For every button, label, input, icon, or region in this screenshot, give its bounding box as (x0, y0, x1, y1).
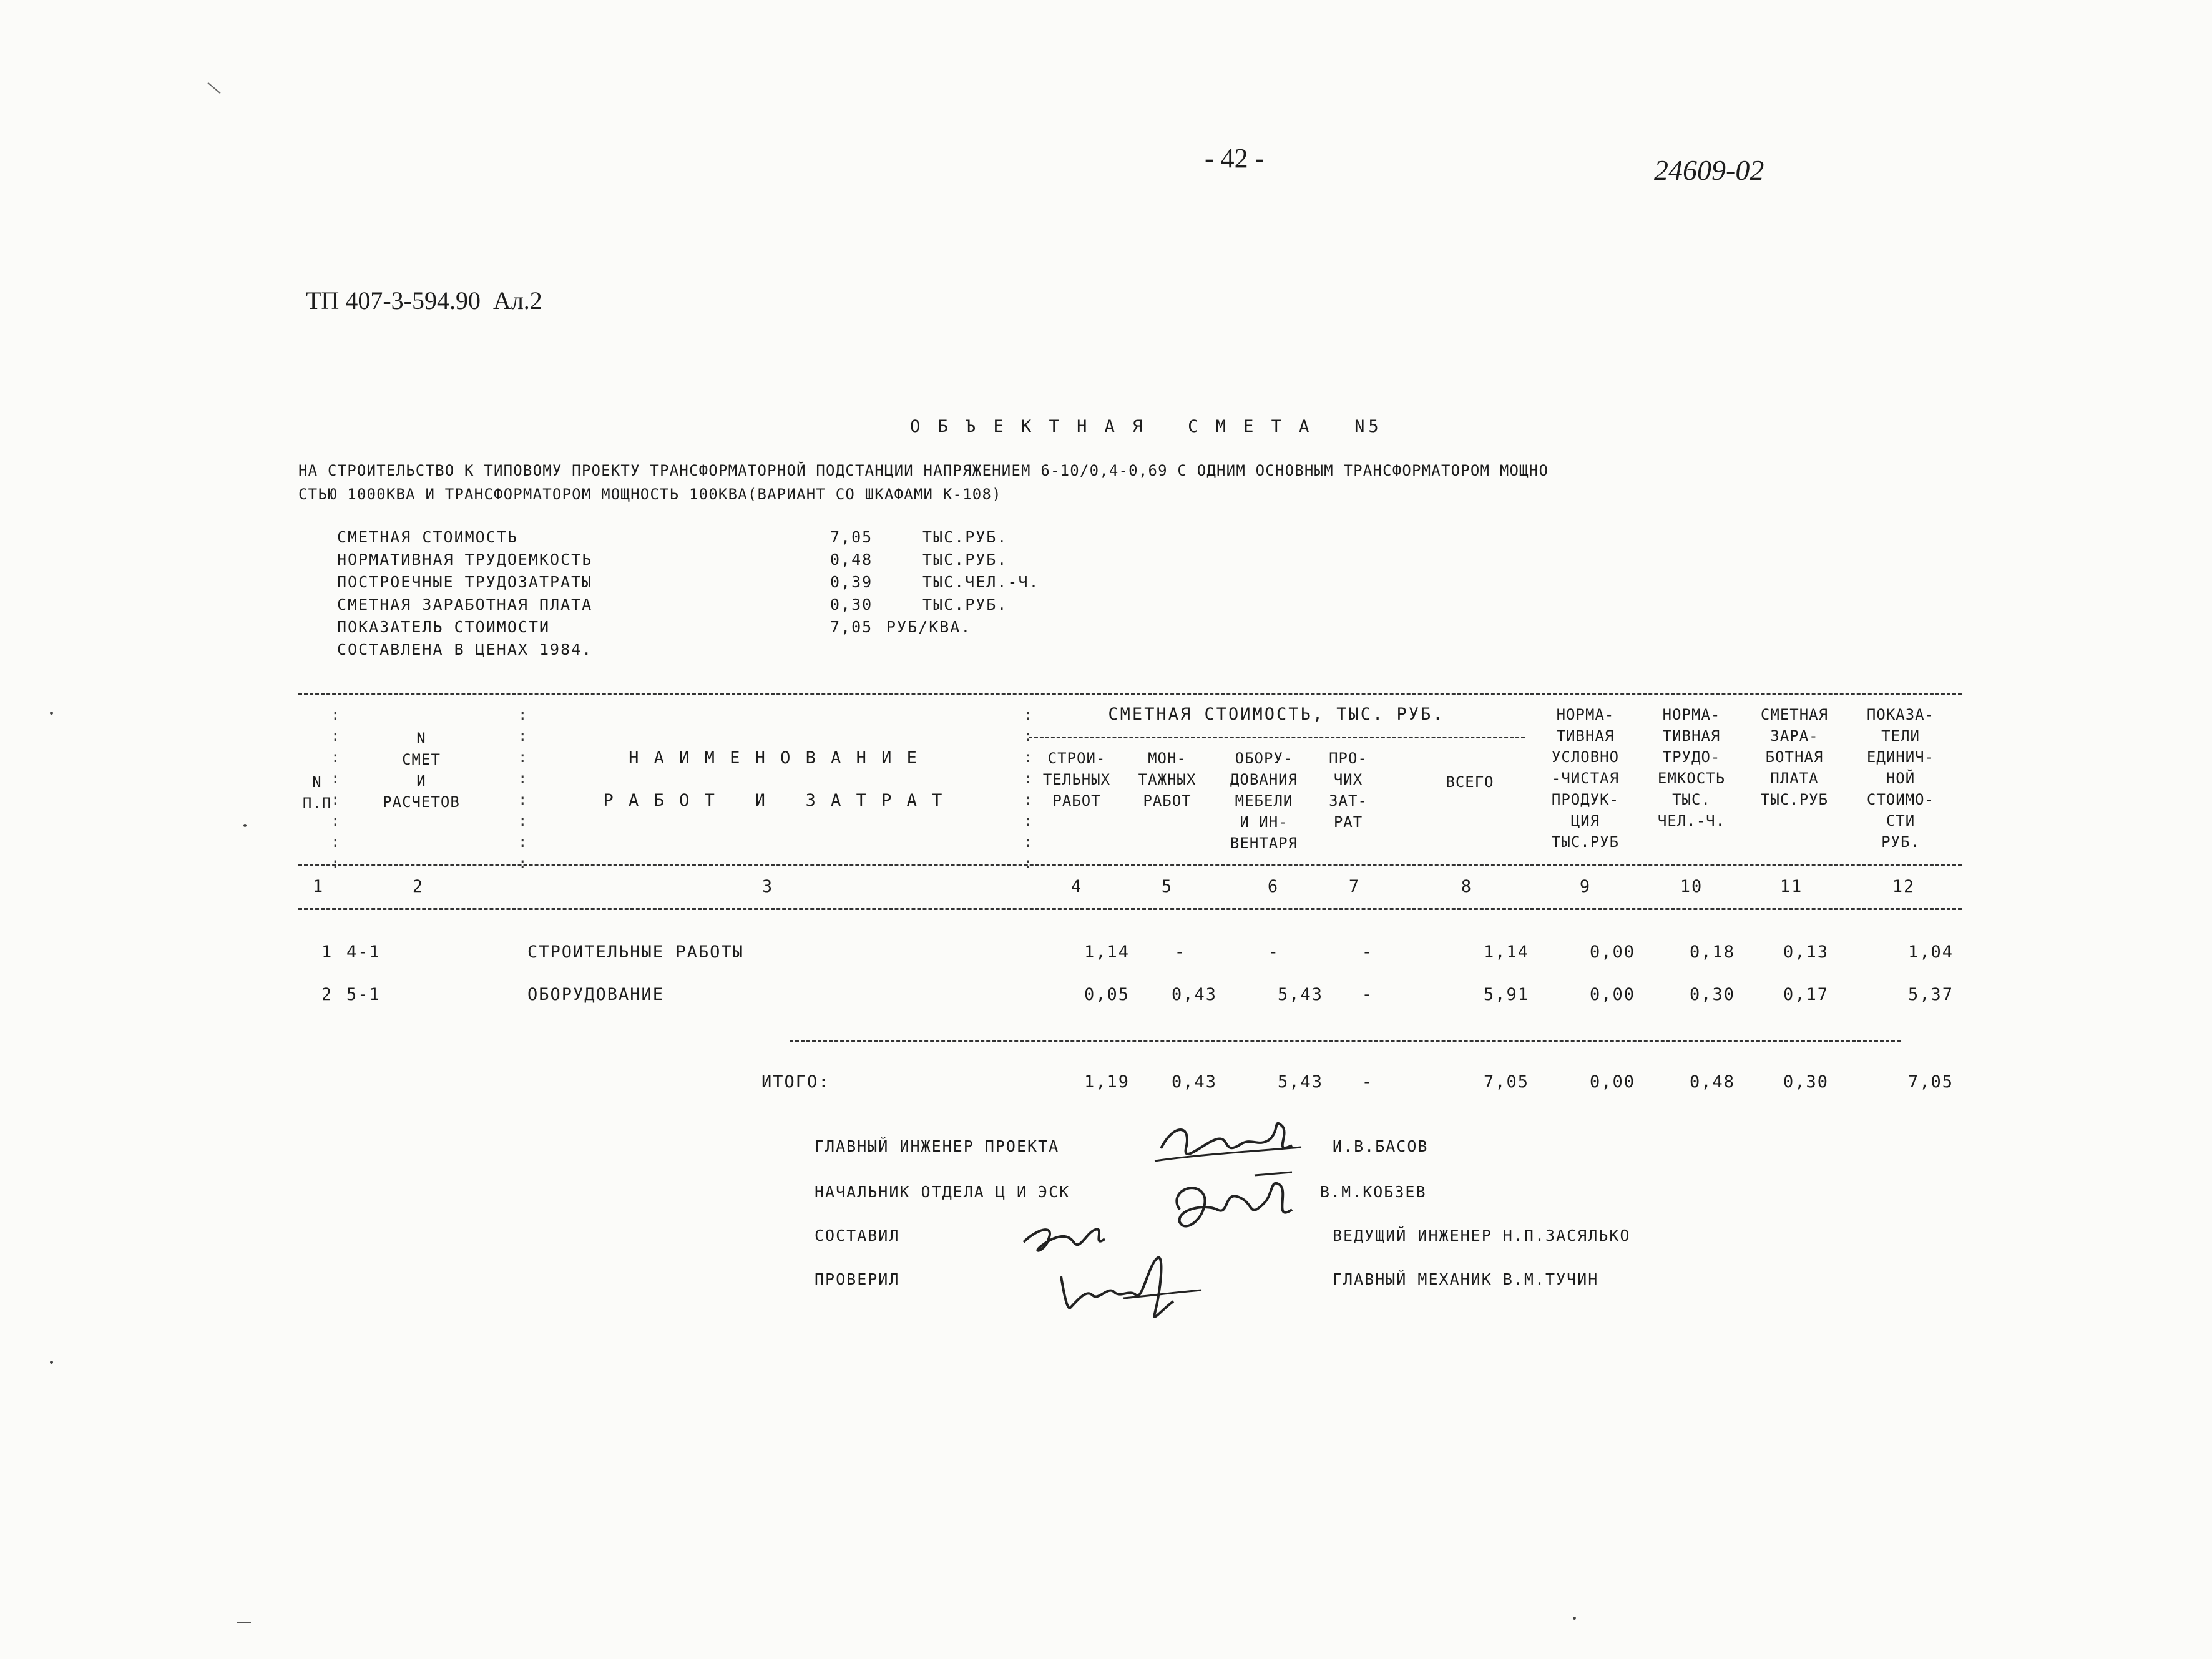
row-net-production: 0,00 (1589, 942, 1635, 962)
col-number: 11 (1779, 877, 1803, 896)
col-header-10: НОРМА- ТИВНАЯ ТРУДО- ЕМКОСТЬ ТЫС. ЧЕЛ.-Ч. (1657, 706, 1726, 830)
row-construction-cost: 0,05 (1084, 985, 1130, 1004)
col-header-5: МОН- ТАЖНЫХ РАБОТ (1138, 750, 1197, 810)
header-separators: : : : : : : : : (518, 706, 529, 872)
summary-label: ПОКАЗАТЕЛЬ СТОИМОСТИ (337, 618, 551, 636)
summary-label: СМЕТНАЯ ЗАРАБОТНАЯ ПЛАТА (337, 595, 593, 614)
scan-mark (50, 1361, 53, 1364)
table-top-rule (298, 693, 1962, 695)
signature-role: ПРОВЕРИЛ (815, 1270, 900, 1288)
scan-mark (207, 82, 220, 94)
row-equipment-cost: - (1268, 942, 1280, 962)
signature-name: И.В.БАСОВ (1333, 1137, 1429, 1155)
row-equipment-cost: 5,43 (1277, 985, 1323, 1004)
summary-value: 0,39 (830, 573, 873, 591)
total-cost: 7,05 (1483, 1072, 1529, 1092)
total-installation-cost: 0,43 (1171, 1072, 1217, 1092)
col-number: 9 (1579, 877, 1592, 896)
album-reference: ТП 407-3-594.90 Ал.2 (306, 286, 542, 315)
header-separators: : : : : : : : : (331, 706, 341, 872)
total-separator-rule (790, 1040, 1901, 1042)
col-header-6: ОБОРУ- ДОВАНИЯ МЕБЕЛИ И ИН- ВЕНТАРЯ (1230, 750, 1298, 852)
summary-value: 0,48 (830, 551, 873, 569)
header-bottom-rule (298, 864, 1962, 866)
row-total-cost: 1,14 (1483, 942, 1529, 962)
summary-value: 7,05 (830, 528, 873, 546)
col-number: 6 (1267, 877, 1280, 896)
summary-unit: ТЫС.РУБ. (922, 551, 1008, 569)
col-header-7: ПРО- ЧИХ ЗАТ- РАТ (1329, 750, 1368, 831)
col-number: 5 (1161, 877, 1173, 896)
col-number: 10 (1680, 877, 1703, 896)
header-separators: : : : : : : : : (1024, 706, 1034, 872)
summary-label: СМЕТНАЯ СТОИМОСТЬ (337, 528, 518, 546)
col-number: 1 (312, 877, 325, 896)
col-header-4: СТРОИ- ТЕЛЬНЫХ РАБОТ (1042, 750, 1111, 810)
estimate-description-line1: НА СТРОИТЕЛЬСТВО К ТИПОВОМУ ПРОЕКТУ ТРАНСФОРМАТОРНОЙ ПОДСТАНЦИИ НАПРЯЖЕНИЕМ 6-10/0,4-0,69 С ОДНИМ ОСНОВНЫМ ТРАНСФОРМАТОРОМ МОЩНО (298, 462, 1549, 479)
scan-mark (237, 1622, 251, 1623)
row-estimate-number: 5-1 (346, 985, 381, 1004)
total-wages: 0,30 (1783, 1072, 1829, 1092)
summary-value: 0,30 (830, 595, 873, 614)
estimate-heading: О Б Ъ Е К Т Н А Я С М Е Т А N5 (910, 417, 1382, 436)
col-header-3: Н А И М Е Н О В А Н И Е Р А Б О Т И З А Т Р А Т (603, 748, 945, 810)
summary-label: СОСТАВЛЕНА В ЦЕНАХ 1984. (337, 640, 593, 658)
signature-name: ВЕДУЩИЙ ИНЖЕНЕР Н.П.ЗАСЯЛЬКО (1333, 1226, 1631, 1245)
col-number: 7 (1348, 877, 1361, 896)
handwritten-signature-2 (1161, 1166, 1304, 1247)
col-header-12: ПОКАЗА- ТЕЛИ ЕДИНИЧ- НОЙ СТОИМО- СТИ РУБ. (1866, 706, 1935, 851)
total-other-cost: - (1361, 1072, 1373, 1092)
page-number: - 42 - (1205, 143, 1265, 174)
col-header-8: ВСЕГО (1446, 773, 1494, 791)
row-total-cost: 5,91 (1483, 985, 1529, 1004)
row-labor-intensity: 0,18 (1689, 942, 1735, 962)
col-number: 8 (1461, 877, 1473, 896)
col-number: 3 (761, 877, 774, 896)
total-labor-intensity: 0,48 (1689, 1072, 1735, 1092)
col-number: 12 (1892, 877, 1916, 896)
signature-name: В.М.КОБЗЕВ (1320, 1183, 1427, 1201)
total-equipment-cost: 5,43 (1277, 1072, 1323, 1092)
summary-value: 7,05 (830, 618, 873, 636)
summary-unit: ТЫС.РУБ. (922, 528, 1008, 546)
total-unit-cost: 7,05 (1907, 1072, 1954, 1092)
handwritten-signature-4 (1049, 1251, 1211, 1326)
summary-label: НОРМАТИВНАЯ ТРУДОЕМКОСТЬ (337, 551, 593, 569)
document-code: 24609-02 (1654, 154, 1764, 186)
row-number: 2 (321, 985, 333, 1004)
signature-role: СОСТАВИЛ (815, 1226, 900, 1245)
total-net-production: 0,00 (1589, 1072, 1635, 1092)
total-label: ИТОГО: (761, 1072, 830, 1092)
col-number: 2 (412, 877, 424, 896)
row-unit-cost: 5,37 (1907, 985, 1954, 1004)
row-labor-intensity: 0,30 (1689, 985, 1735, 1004)
row-wages: 0,13 (1783, 942, 1829, 962)
col-header-9: НОРМА- ТИВНАЯ УСЛОВНО -ЧИСТАЯ ПРОДУК- ЦИЯ ТЫС.РУБ (1551, 706, 1620, 851)
row-other-cost: - (1361, 985, 1373, 1004)
summary-unit: ТЫС.ЧЕЛ.-Ч. (922, 573, 1040, 591)
summary-unit: ТЫС.РУБ. (922, 595, 1008, 614)
row-wages: 0,17 (1783, 985, 1829, 1004)
row-number: 1 (321, 942, 333, 962)
summary-unit: РУБ/КВА. (886, 618, 972, 636)
scan-mark (50, 712, 53, 715)
row-construction-cost: 1,14 (1084, 942, 1130, 962)
col-header-1: N П.П (302, 773, 332, 812)
summary-label: ПОСТРОЕЧНЫЕ ТРУДОЗАТРАТЫ (337, 573, 593, 591)
row-installation-cost: 0,43 (1171, 985, 1217, 1004)
row-other-cost: - (1361, 942, 1373, 962)
row-installation-cost: - (1174, 942, 1186, 962)
row-name: ОБОРУДОВАНИЕ (527, 985, 665, 1004)
col-header-group: СМЕТНАЯ СТОИМОСТЬ, ТЫС. РУБ. (1108, 705, 1445, 724)
scan-mark (1573, 1617, 1576, 1620)
col-header-2: N СМЕТ И РАСЧЕТОВ (383, 730, 460, 811)
estimate-description-line2: СТЬЮ 1000КВА И ТРАНСФОРМАТОРОМ МОЩНОСТЬ 100КВА(ВАРИАНТ СО ШКАФАМИ К-108) (298, 486, 1002, 503)
row-name: СТРОИТЕЛЬНЫЕ РАБОТЫ (527, 942, 744, 962)
signature-role: НАЧАЛЬНИК ОТДЕЛА Ц И ЭСК (815, 1183, 1070, 1201)
row-unit-cost: 1,04 (1907, 942, 1954, 962)
signature-name: ГЛАВНЫЙ МЕХАНИК В.М.ТУЧИН (1333, 1270, 1599, 1288)
total-construction-cost: 1,19 (1084, 1072, 1130, 1092)
scan-mark (243, 824, 247, 827)
column-numbers-rule (298, 908, 1962, 910)
row-net-production: 0,00 (1589, 985, 1635, 1004)
col-header-11: СМЕТНАЯ ЗАРА- БОТНАЯ ПЛАТА ТЫС.РУБ (1760, 706, 1829, 808)
signature-role: ГЛАВНЫЙ ИНЖЕНЕР ПРОЕКТА (815, 1137, 1060, 1155)
col-number: 4 (1070, 877, 1083, 896)
row-estimate-number: 4-1 (346, 942, 381, 962)
group-header-rule (1029, 737, 1525, 738)
